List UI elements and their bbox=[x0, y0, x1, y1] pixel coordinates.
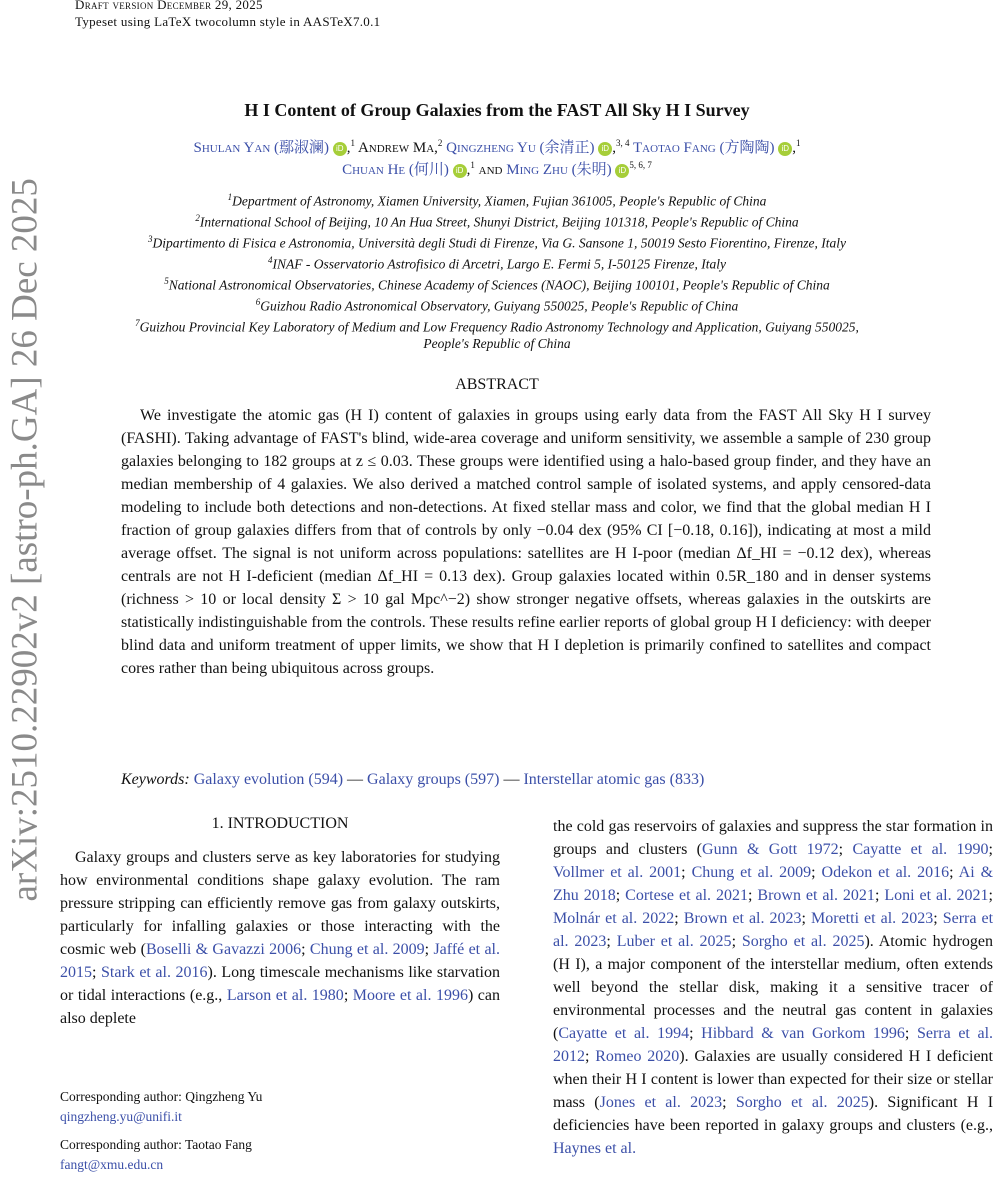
author-link[interactable]: Chuan He (何川) bbox=[342, 162, 449, 178]
keyword-link[interactable]: Galaxy evolution (594) bbox=[193, 771, 344, 788]
author-sup: 5, 6, 7 bbox=[629, 160, 652, 170]
citation-link[interactable]: Hibbard & van Gorkom 1996 bbox=[701, 1025, 905, 1042]
citation-link[interactable]: Moore et al. 1996 bbox=[352, 987, 468, 1004]
affiliation: $^7$Guizhou Provincial Key Laboratory of Medium and Low Frequency Radio Astronomy Technology and Application, Guiyang 550025, bbox=[135, 318, 859, 335]
keyword-link[interactable]: Interstellar atomic gas (833) bbox=[523, 771, 705, 788]
citation-link[interactable]: Chung et al. 2009 bbox=[309, 941, 425, 958]
citation-link[interactable]: Cayatte et al. 1994 bbox=[558, 1025, 690, 1042]
citation-link[interactable]: Jones et al. 2023 bbox=[599, 1094, 723, 1111]
keywords-label: Keywords: bbox=[121, 771, 190, 788]
author-sup: 2 bbox=[437, 138, 443, 148]
citation-link[interactable]: Cayatte et al. 1990 bbox=[852, 841, 989, 858]
keyword-link[interactable]: Galaxy groups (597) bbox=[367, 771, 500, 788]
affiliation: $^2$International School of Beijing, 10 An Hua Street, Shunyi District, Beijing 101318, People's Republic of China bbox=[195, 213, 799, 230]
citation-link[interactable]: Vollmer et al. 2001 bbox=[553, 864, 682, 881]
author-name: Andrew Ma, bbox=[357, 140, 438, 156]
citation-link[interactable]: Serra et al. 2023 bbox=[553, 910, 994, 950]
author-link[interactable]: Taotao Fang (方陶陶) bbox=[633, 140, 775, 156]
citation-link[interactable]: Stark et al. 2016 bbox=[101, 964, 208, 981]
citation-link[interactable]: Romeo 2020 bbox=[595, 1048, 680, 1065]
orcid-icon[interactable]: iD bbox=[333, 142, 347, 156]
citation-link[interactable]: Haynes et al. bbox=[553, 1140, 637, 1157]
citation-link[interactable]: Luber et al. 2025 bbox=[616, 933, 732, 950]
author-link[interactable]: Qingzheng Yu (余清正) bbox=[446, 140, 595, 156]
keywords: Keywords: Galaxy evolution (594) — Galaxy groups (597) — Interstellar atomic gas (833) bbox=[121, 771, 705, 788]
and-word: and bbox=[478, 162, 503, 178]
orcid-icon[interactable]: iD bbox=[615, 164, 629, 178]
citation-link[interactable]: Cortese et al. 2021 bbox=[625, 887, 748, 904]
orcid-icon[interactable]: iD bbox=[598, 142, 612, 156]
orcid-icon[interactable]: iD bbox=[778, 142, 792, 156]
right-column-text: the cold gas reservoirs of galaxies and suppress the star formation in groups and clusters (Gunn & Gott 1972; Cayatte et al. 1990; Vollmer et al. 2001; Chung et al. 2009; Odekon et al. 2016; Ai & Zhu 2018; Cortese et al. 2021; Brown et al. 2021; Loni et al. 2021; Molnár et al. 2022; Brown et al. 2023; Moretti et al. 2023; Serra et al. 2023; Luber et al. 2025; Sorgho et al. 2025). Atomic hydrogen (H I), a major component of the interstellar medium, often extends well beyond the stellar disk, making it a sensitive tracer of environmental processes and the neutral gas content in galaxies (Cayatte et al. 1994; Hibbard & van Gorkom 1996; Serra et al. 2012; Romeo 2020). Galaxies are usually considered H I deficient when their H I content is lower than expected for their size or stellar mass (Jones et al. 2023; Sorgho et al. 2025). Significant H I deficiencies have been reported in galaxy groups and clusters (e.g., Haynes et al. bbox=[553, 818, 994, 1157]
paper-title: H I Content of Group Galaxies from the FAST All Sky H I Survey bbox=[244, 100, 750, 120]
arxiv-stamp: arXiv:2510.22902v2 [astro-ph.GA] 26 Dec 2025 bbox=[4, 178, 46, 902]
citation-link[interactable]: Boselli & Gavazzi 2006 bbox=[145, 941, 302, 958]
citation-link[interactable]: Brown et al. 2021 bbox=[757, 887, 875, 904]
left-column-text: Galaxy groups and clusters serve as key laboratories for studying how environmental conditions shape galaxy evolution. The ram pressure stripping can efficiently remove gas from galaxy outskirts, particularly for infalling galaxies or those interacting with the cosmic web (Boselli & Gavazzi 2006; Chung et al. 2009; Jaffé et al. 2015; Stark et al. 2016). Long timescale mechanisms like starvation or tidal interactions (e.g., Larson et al. 1980; Moore et al. 1996) can also deplete bbox=[60, 849, 501, 1027]
section-heading: 1. INTRODUCTION bbox=[211, 815, 349, 832]
citation-link[interactable]: Larson et al. 1980 bbox=[226, 987, 344, 1004]
affiliation: People's Republic of China bbox=[423, 336, 571, 351]
affiliation: $^4$INAF - Osservatorio Astrofisico di Arcetri, Largo E. Fermi 5, I-50125 Firenze, Italy bbox=[268, 255, 726, 272]
typeset-header: Typeset using LaTeX twocolumn style in AASTeX7.0.1 bbox=[75, 14, 381, 29]
footnote bbox=[60, 1087, 262, 1127]
citation-link[interactable]: Sorgho et al. 2025 bbox=[735, 1094, 869, 1111]
affiliation: $^5$National Astronomical Observatories, Chinese Academy of Sciences (NAOC), Beijing 100101, People's Republic of China bbox=[164, 276, 830, 293]
citation-link[interactable]: Gunn & Gott 1972 bbox=[702, 841, 839, 858]
affiliation: $^1$Department of Astronomy, Xiamen University, Xiamen, Fujian 361005, People's Republic of China bbox=[227, 192, 767, 209]
author-line-2: Chuan He (何川) iD ,$^1$ and Ming Zhu (朱明) iD$^{5, 6, 7}$ bbox=[342, 160, 652, 178]
abstract-heading: ABSTRACT bbox=[455, 376, 539, 393]
email-link[interactable]: qingzheng.yu@unifi.it bbox=[60, 1109, 182, 1124]
author-sup: 1 bbox=[795, 138, 801, 148]
footnote bbox=[60, 1135, 252, 1175]
citation-link[interactable]: Loni et al. 2021 bbox=[884, 887, 989, 904]
citation-link[interactable]: Moretti et al. 2023 bbox=[811, 910, 934, 927]
citation-link[interactable]: Odekon et al. 2016 bbox=[821, 864, 950, 881]
citation-link[interactable]: Serra et al. 2012 bbox=[553, 1025, 994, 1065]
footnote-label: Corresponding author: Qingzheng Yu bbox=[60, 1089, 263, 1104]
citation-link[interactable]: Brown et al. 2023 bbox=[683, 910, 802, 927]
draft-header: Draft version December 29, 2025 bbox=[75, 0, 263, 12]
abstract-text: We investigate the atomic gas (H I) content of galaxies in groups using early data from the FAST All Sky H I survey (FASHI). Taking advantage of FAST's blind, wide-area coverage and uniform sensitivity, we assemble a sample of 230 group galaxies belonging to 182 groups at z ≤ 0.03. These groups were identified using a halo-based group finder, and they have an median membership of 4 galaxies. We also derived a matched control sample of isolated systems, and apply censored-data modeling to include both detections and non-detections. At fixed stellar mass and color, we find that the global median H I fraction of group galaxies differs from that of controls by only −0.04 dex (95% CI [−0.18, 0.16]), indicating at most a mild average offset. The signal is not uniform across populations: satellites are H I-poor (median Δf_HI = −0.12 dex), whereas centrals are not H I-deficient (median Δf_HI = 0.13 dex). Group galaxies located within 0.5R_180 and in denser systems (richness > 10 or local density Σ > 10 gal Mpc^−2) show stronger negative offsets, whereas galaxies in the outskirts are statistically indistinguishable from the controls. These results refine earlier reports of global group H I deficiency: with deeper blind data and uniform treatment of upper limits, we show that H I depletion is primarily confined to satellites and compact cores rather than being ubiquitous across groups. bbox=[121, 407, 931, 677]
author-sup: 1 bbox=[470, 160, 475, 170]
citation-link[interactable]: Molnár et al. 2022 bbox=[553, 910, 675, 927]
citation-link[interactable]: Chung et al. 2009 bbox=[691, 864, 812, 881]
affiliation: $^3$Dipartimento di Fisica e Astronomia, Università degli Studi di Firenze, Via G. Sansone 1, 50019 Sesto Fiorentino, Firenze, Italy bbox=[148, 234, 846, 251]
footnote-label: Corresponding author: Taotao Fang bbox=[60, 1137, 252, 1152]
author-sup: 3, 4 bbox=[616, 138, 630, 148]
author-link[interactable]: Ming Zhu (朱明) bbox=[506, 162, 612, 178]
citation-link[interactable]: Ai & Zhu 2018 bbox=[553, 864, 994, 904]
affiliation: $^6$Guizhou Radio Astronomical Observatory, Guiyang 550025, People's Republic of China bbox=[255, 297, 739, 314]
author-link[interactable]: Shulan Yan (鄢淑澜) bbox=[193, 140, 330, 156]
author-sup: 1 bbox=[350, 138, 356, 148]
citation-link[interactable]: Jaffé et al. 2015 bbox=[60, 941, 500, 981]
citation-link[interactable]: Sorgho et al. 2025 bbox=[741, 933, 865, 950]
orcid-icon[interactable]: iD bbox=[453, 164, 467, 178]
email-link[interactable]: fangt@xmu.edu.cn bbox=[60, 1157, 164, 1172]
author-line-1: Shulan Yan (鄢淑澜) iD ,$^1$ Andrew Ma,$^2$ Qingzheng Yu (余清正) iD ,$^{3, 4}$ Taotao Fang (方陶陶) iD ,$^1$ bbox=[193, 138, 801, 156]
